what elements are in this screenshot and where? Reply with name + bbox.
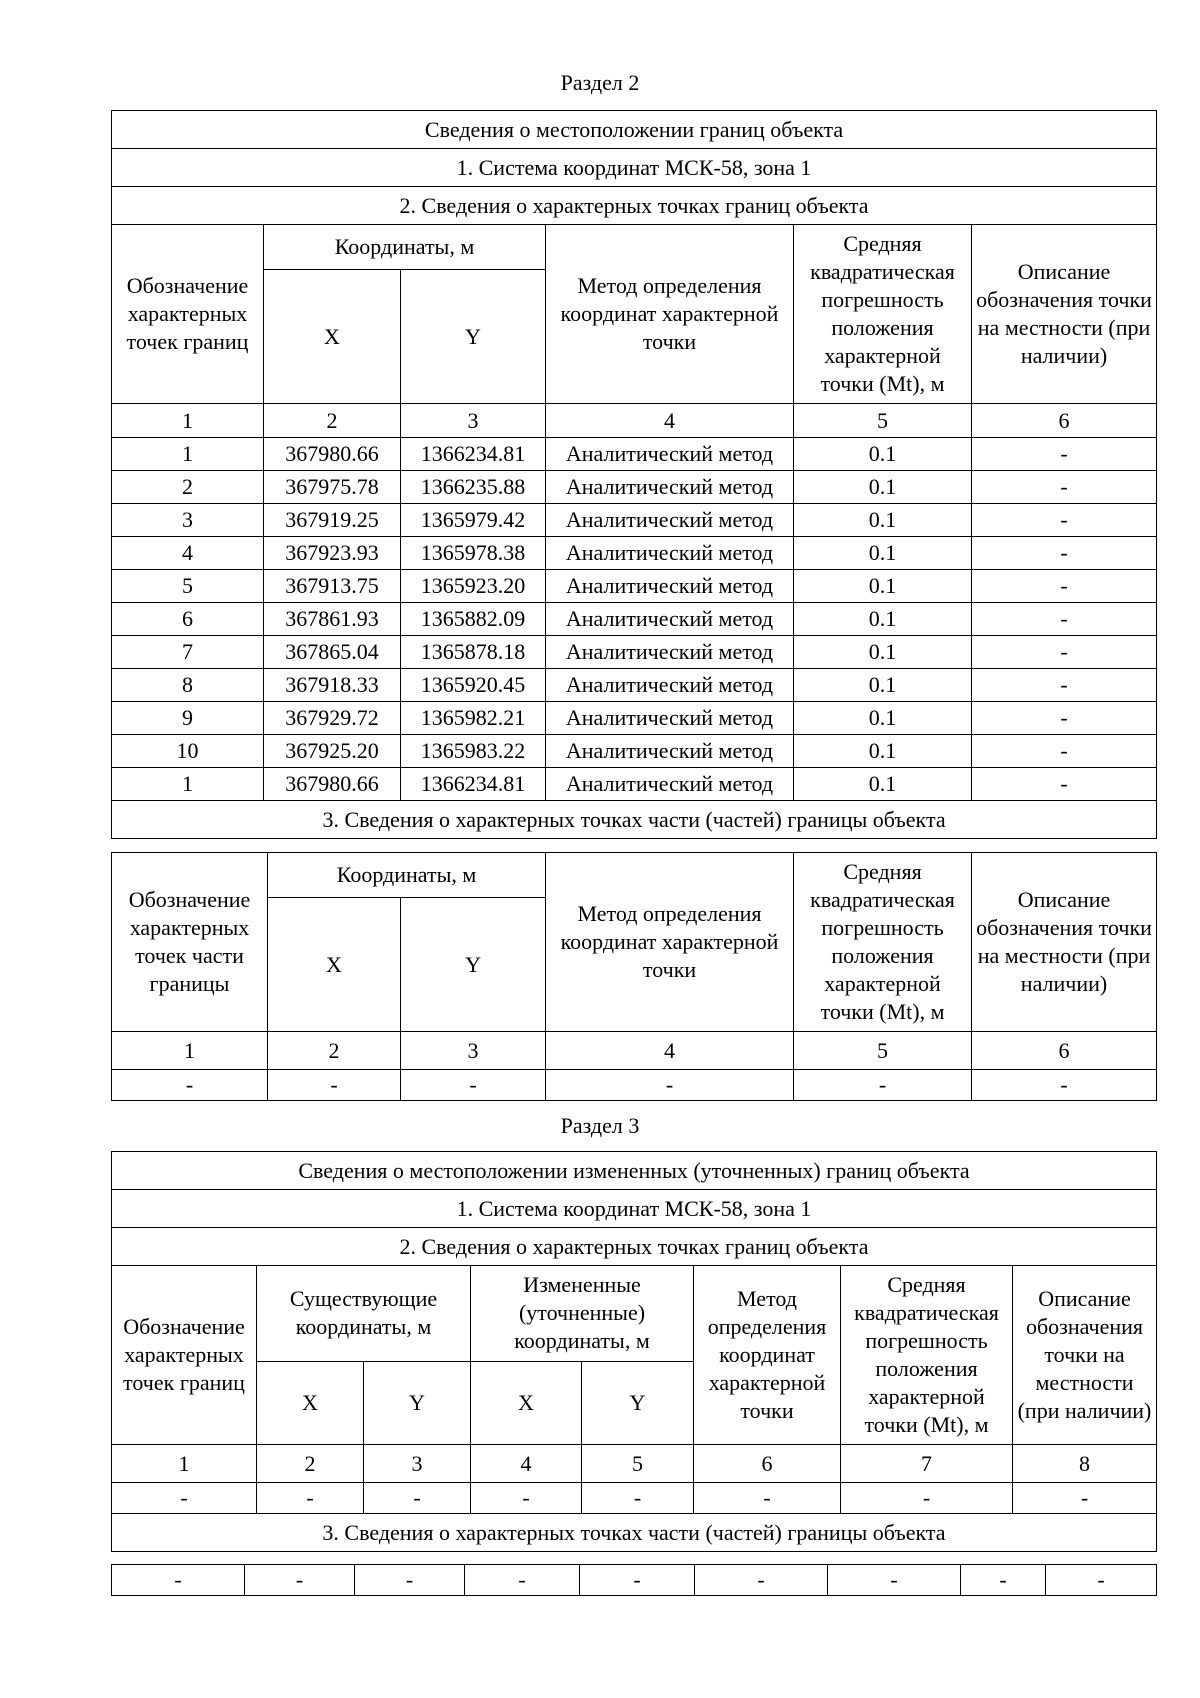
column-number-cell: 2 [268, 1032, 401, 1070]
table-cell: 367980.66 [264, 438, 401, 471]
table-cell: Аналитический метод [546, 438, 794, 471]
table-cell: 367923.93 [264, 537, 401, 570]
s3-header-existing: Существующие координаты, м [257, 1266, 471, 1362]
table-cell: 0.1 [794, 603, 972, 636]
table-row [112, 438, 1157, 471]
table-cell: - [112, 1565, 245, 1596]
table-cell: Аналитический метод [546, 669, 794, 702]
section-3-parts-title: 3. Сведения о характерных точках части (частей) границы объекта [112, 1514, 1157, 1552]
table-row [112, 504, 1157, 537]
table-cell: Аналитический метод [546, 504, 794, 537]
section-2-heading: Сведения о местоположении границ объекта [112, 111, 1157, 149]
table-cell: 0.1 [794, 471, 972, 504]
table-cell: 0.1 [794, 735, 972, 768]
column-number-cell: 3 [401, 1032, 546, 1070]
table-cell: - [694, 1483, 841, 1514]
header-coords: Координаты, м [264, 225, 546, 270]
table-cell: 367865.04 [264, 636, 401, 669]
table-cell: - [961, 1565, 1046, 1596]
table-cell: - [546, 1070, 794, 1101]
parts-header-y: Y [401, 898, 546, 1032]
table-cell: Аналитический метод [546, 603, 794, 636]
table-cell: Аналитический метод [546, 768, 794, 801]
header-y: Y [401, 270, 546, 404]
section-2-table [111, 110, 1157, 839]
table-cell: - [401, 1070, 546, 1101]
table-cell: 367913.75 [264, 570, 401, 603]
table-cell: Аналитический метод [546, 636, 794, 669]
s3-column-numbers-row [112, 1445, 1157, 1483]
table-cell: Аналитический метод [546, 570, 794, 603]
table-cell: - [972, 636, 1157, 669]
section-2-points-title: 2. Сведения о характерных точках границ объекта [112, 187, 1157, 225]
table-cell: Аналитический метод [546, 537, 794, 570]
table-cell: 0.1 [794, 702, 972, 735]
column-number-cell: 1 [112, 1445, 257, 1483]
table-cell: - [972, 1070, 1157, 1101]
table-cell: - [580, 1565, 695, 1596]
table-row [112, 768, 1157, 801]
table-cell: 1366235.88 [401, 471, 546, 504]
table-cell: 0.1 [794, 438, 972, 471]
column-numbers-row [112, 404, 1157, 438]
table-row [112, 735, 1157, 768]
table-cell: 2 [112, 471, 264, 504]
table-row [112, 636, 1157, 669]
table-cell: 1365978.38 [401, 537, 546, 570]
table-cell: - [245, 1565, 355, 1596]
table-cell: - [112, 1483, 257, 1514]
table-cell: - [972, 537, 1157, 570]
table-cell: - [972, 603, 1157, 636]
section-3-table [111, 1151, 1157, 1552]
table-cell: - [695, 1565, 828, 1596]
column-number-cell: 6 [972, 1032, 1157, 1070]
table-cell: 0.1 [794, 669, 972, 702]
table-cell: 367975.78 [264, 471, 401, 504]
parts-header-x: X [268, 898, 401, 1032]
table-row [112, 570, 1157, 603]
parts-column-numbers-row [112, 1032, 1157, 1070]
table-cell: 367918.33 [264, 669, 401, 702]
column-number-cell: 5 [794, 1032, 972, 1070]
header-error: Средняя квадратическая погрешность положения характерной точки (Mt), м [794, 225, 972, 404]
section-3-title: Раздел 3 [560, 1113, 640, 1138]
table-cell: - [828, 1565, 961, 1596]
section-3-points-title: 2. Сведения о характерных точках границ объекта [112, 1228, 1157, 1266]
table-cell: - [1046, 1565, 1157, 1596]
table-cell: - [972, 504, 1157, 537]
table-cell: 1365923.20 [401, 570, 546, 603]
s3-header-changed: Измененные (уточненные) координаты, м [471, 1266, 694, 1362]
column-number-cell: 5 [582, 1445, 694, 1483]
table-cell: - [1013, 1483, 1157, 1514]
parts-header-designation: Обозначение характерных точек части границы [112, 853, 268, 1032]
table-cell: - [582, 1483, 694, 1514]
table-cell: 1365979.42 [401, 504, 546, 537]
table-cell: 4 [112, 537, 264, 570]
table-cell: 367925.20 [264, 735, 401, 768]
table-cell: - [972, 570, 1157, 603]
table-cell: - [465, 1565, 580, 1596]
table-cell: 1365982.21 [401, 702, 546, 735]
table-cell: - [112, 1070, 268, 1101]
table-cell: 1365920.45 [401, 669, 546, 702]
table-cell: 3 [112, 504, 264, 537]
table-cell: 7 [112, 636, 264, 669]
column-number-cell: 3 [364, 1445, 471, 1483]
table-cell: 1365878.18 [401, 636, 546, 669]
section-2-parts-title: 3. Сведения о характерных точках части (частей) границы объекта [112, 801, 1157, 839]
column-number-cell: 6 [694, 1445, 841, 1483]
table-cell: 6 [112, 603, 264, 636]
table-cell: 8 [112, 669, 264, 702]
table-cell: Аналитический метод [546, 702, 794, 735]
column-number-cell: 2 [264, 404, 401, 438]
column-number-cell: 1 [112, 1032, 268, 1070]
table-row [112, 1070, 1157, 1101]
column-number-cell: 4 [546, 1032, 794, 1070]
table-cell: - [972, 768, 1157, 801]
column-number-cell: 6 [972, 404, 1157, 438]
table-cell: 1366234.81 [401, 768, 546, 801]
table-cell: 367980.66 [264, 768, 401, 801]
table-row [112, 471, 1157, 504]
table-row [112, 669, 1157, 702]
table-cell: - [841, 1483, 1013, 1514]
column-number-cell: 4 [546, 404, 794, 438]
table-cell: Аналитический метод [546, 471, 794, 504]
section-2-coord-system: 1. Система координат МСК-58, зона 1 [112, 149, 1157, 187]
section-3-heading: Сведения о местоположении измененных (уточненных) границ объекта [112, 1152, 1157, 1190]
table-cell: 9 [112, 702, 264, 735]
column-number-cell: 5 [794, 404, 972, 438]
table-row [112, 1565, 1157, 1596]
table-row [112, 1483, 1157, 1514]
s3-header-y2: Y [582, 1361, 694, 1444]
parts-header-description: Описание обозначения точки на местности (при наличии) [972, 853, 1157, 1032]
header-designation: Обозначение характерных точек границ [112, 225, 264, 404]
column-number-cell: 3 [401, 404, 546, 438]
table-row [112, 537, 1157, 570]
section-2-title: Раздел 2 [560, 70, 640, 95]
header-description: Описание обозначения точки на местности (при наличии) [972, 225, 1157, 404]
table-cell: 1 [112, 438, 264, 471]
table-cell: - [794, 1070, 972, 1101]
table-cell: 0.1 [794, 537, 972, 570]
table-cell: - [471, 1483, 582, 1514]
table-cell: 367861.93 [264, 603, 401, 636]
table-cell: 0.1 [794, 504, 972, 537]
s3-header-y1: Y [364, 1361, 471, 1444]
section-3-coord-system: 1. Система координат МСК-58, зона 1 [112, 1190, 1157, 1228]
parts-header-method: Метод определения координат характерной точки [546, 853, 794, 1032]
table-cell: - [972, 471, 1157, 504]
s3-header-x2: X [471, 1361, 582, 1444]
column-number-cell: 8 [1013, 1445, 1157, 1483]
s3-header-designation: Обозначение характерных точек границ [112, 1266, 257, 1445]
table-cell: - [972, 438, 1157, 471]
parts-header-error: Средняя квадратическая погрешность положения характерной точки (Mt), м [794, 853, 972, 1032]
table-cell: 1366234.81 [401, 438, 546, 471]
column-number-cell: 2 [257, 1445, 364, 1483]
table-cell: 10 [112, 735, 264, 768]
table-cell: - [257, 1483, 364, 1514]
table-cell: 367929.72 [264, 702, 401, 735]
table-row [112, 702, 1157, 735]
table-cell: 367919.25 [264, 504, 401, 537]
table-cell: - [972, 669, 1157, 702]
table-cell: - [972, 702, 1157, 735]
section-3-parts-table [111, 1564, 1157, 1596]
table-cell: 1365882.09 [401, 603, 546, 636]
s3-header-method: Метод определения координат характерной точки [694, 1266, 841, 1445]
section-2-parts-table [111, 852, 1157, 1101]
table-cell: 1365983.22 [401, 735, 546, 768]
table-cell: 0.1 [794, 768, 972, 801]
table-cell: 0.1 [794, 636, 972, 669]
header-method: Метод определения координат характерной точки [546, 225, 794, 404]
s3-header-error: Средняя квадратическая погрешность положения характерной точки (Mt), м [841, 1266, 1013, 1445]
header-x: X [264, 270, 401, 404]
table-cell: - [364, 1483, 471, 1514]
table-cell: 0.1 [794, 570, 972, 603]
column-number-cell: 1 [112, 404, 264, 438]
table-cell: Аналитический метод [546, 735, 794, 768]
table-cell: - [355, 1565, 465, 1596]
table-row [112, 603, 1157, 636]
column-number-cell: 4 [471, 1445, 582, 1483]
parts-header-coords: Координаты, м [268, 853, 546, 898]
table-cell: 1 [112, 768, 264, 801]
table-cell: - [972, 735, 1157, 768]
column-number-cell: 7 [841, 1445, 1013, 1483]
table-cell: - [268, 1070, 401, 1101]
table-cell: 5 [112, 570, 264, 603]
s3-header-description: Описание обозначения точки на местности (при наличии) [1013, 1266, 1157, 1445]
s3-header-x1: X [257, 1361, 364, 1444]
